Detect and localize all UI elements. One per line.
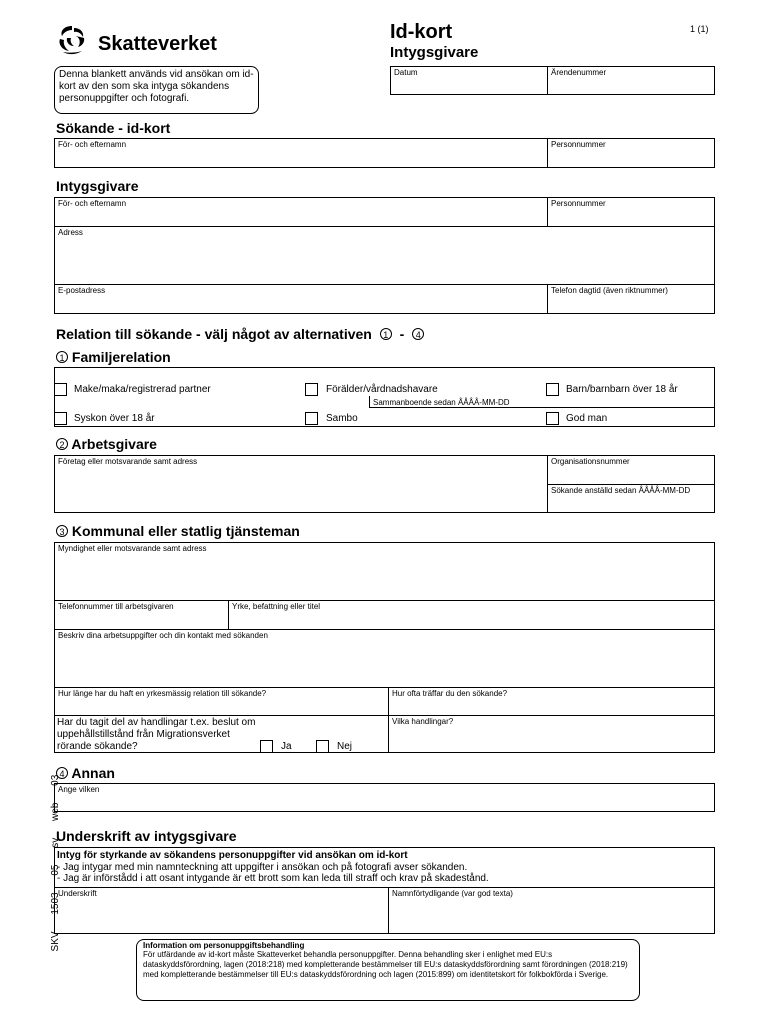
- tjansteman-describe-label: Beskriv dina arbetsuppgifter och din kontakt med sökanden: [58, 631, 268, 640]
- relation-heading: [56, 326, 424, 342]
- tjansteman-phone-label: Telefonnummer till arbetsgivaren: [58, 602, 174, 611]
- intygsgivare-heading: Intygsgivare: [56, 178, 139, 194]
- tjansteman-heading: [56, 523, 300, 539]
- circle-number: 4: [56, 767, 68, 779]
- arbetsgivare-heading: [56, 436, 157, 452]
- arbetsgivare-since-field[interactable]: [547, 484, 715, 513]
- sokande-heading: Sökande - id-kort: [56, 120, 171, 136]
- familj-heading: [56, 349, 171, 365]
- certificate-title: Intyg för styrkande av sökandens personuppgifter vid ansökan om id-kort: [57, 850, 408, 861]
- form-subtitle: Intygsgivare: [390, 44, 479, 61]
- tjansteman-describe-field[interactable]: [54, 629, 715, 688]
- tjansteman-which-docs-label: Vilka handlingar?: [392, 717, 454, 726]
- signature-label: Underskrift: [58, 889, 97, 898]
- arbetsgivare-company-label: Företag eller motsvarande samt adress: [58, 457, 198, 466]
- intygsgivare-pnr-field[interactable]: [547, 197, 715, 227]
- signature-field[interactable]: [54, 887, 389, 934]
- name-clarification-label: Namnförtydligande (var god texta): [392, 889, 513, 898]
- tjansteman-documents-question: Har du tagit del av handlingar t.ex. beslut om uppehållstillstånd från Migrationsverket rörande sökande?: [57, 717, 256, 752]
- page-number: 1 (1): [690, 24, 709, 34]
- info-box: [136, 939, 640, 1001]
- arbetsgivare-orgnr-field[interactable]: [547, 455, 715, 485]
- checkbox-syskon[interactable]: [54, 412, 67, 425]
- annan-specify-label: Ange vilken: [58, 785, 100, 794]
- option-god-man-label: God man: [566, 413, 608, 424]
- sokande-name-field[interactable]: [54, 138, 548, 168]
- arbetsgivare-heading-text: Arbetsgivare: [71, 436, 157, 452]
- name-clarification-field[interactable]: [388, 887, 715, 934]
- relation-dash: -: [399, 326, 405, 342]
- skatteverket-logo-icon: [54, 22, 90, 56]
- sokande-pnr-field[interactable]: [547, 138, 715, 168]
- sambo-since-label: Sammanboende sedan ÅÅÅÅ-MM-DD: [373, 398, 510, 407]
- tjansteman-duration-field[interactable]: [54, 687, 389, 716]
- option-foralder-label: Förälder/vårdnadshavare: [326, 384, 438, 395]
- tjansteman-heading-text: Kommunal eller statlig tjänsteman: [71, 523, 300, 539]
- checkbox-nej[interactable]: [316, 740, 329, 753]
- checkbox-god-man[interactable]: [546, 412, 559, 425]
- intro-text: Denna blankett används vid ansökan om id-kort av den som ska intyga sökandens personuppgifter och fotografi.: [59, 69, 254, 104]
- intro-box: [54, 66, 259, 114]
- tjansteman-documents-box: [54, 715, 389, 753]
- sambo-since-underline: [369, 407, 715, 408]
- option-barn-label: Barn/barnbarn över 18 år: [566, 384, 678, 395]
- intygsgivare-pnr-label: Personnummer: [551, 199, 606, 208]
- annan-heading: [56, 765, 115, 781]
- intygsgivare-name-label: För- och efternamn: [58, 199, 127, 208]
- familj-heading-text: Familjerelation: [71, 349, 171, 365]
- arendenummer-label: Ärendenummer: [551, 68, 607, 77]
- form-title: Id-kort: [390, 21, 453, 43]
- intygsgivare-name-field[interactable]: [54, 197, 548, 227]
- underskrift-heading: Underskrift av intygsgivare: [56, 828, 237, 844]
- intygsgivare-adress-label: Adress: [58, 228, 83, 237]
- tjansteman-authority-label: Myndighet eller motsvarande samt adress: [58, 544, 207, 553]
- skatteverket-logo: [54, 22, 234, 58]
- checkbox-sambo[interactable]: [305, 412, 318, 425]
- intygsgivare-email-field[interactable]: [54, 284, 548, 314]
- circle-number: 2: [56, 438, 68, 450]
- form-code: [38, 775, 62, 985]
- annan-heading-text: Annan: [71, 765, 115, 781]
- info-title: Information om personuppgiftsbehandling: [143, 941, 305, 950]
- tjansteman-frequency-label: Hur ofta träffar du den sökande?: [392, 689, 508, 698]
- intygsgivare-email-label: E-postadress: [58, 286, 106, 295]
- tjansteman-phone-field[interactable]: [54, 600, 229, 630]
- tjansteman-which-docs-field[interactable]: [388, 715, 715, 753]
- checkbox-ja[interactable]: [260, 740, 273, 753]
- tjansteman-authority-field[interactable]: [54, 542, 715, 601]
- annan-specify-field[interactable]: [54, 783, 715, 812]
- sokande-pnr-label: Personnummer: [551, 140, 606, 149]
- form-code-text: SKV 1503 05 sv web 03: [50, 774, 61, 952]
- option-sambo-label: Sambo: [326, 413, 358, 424]
- info-body: För utfärdande av id-kort måste Skatteverket behandla personuppgifter. Denna behandling sker i enlighet med EU:s dataskyddsförordning, lagen (2018:218) med kompletterande bestämmelser till EU:s dataskyddsförordning samt förordningen (2018:219) med kompletterande bestämmelser till EU:s dataskyddsförordning och lagen (2015:899) om identitetskort för folkbokförda i Sverige.: [143, 950, 628, 979]
- certificate-statement-2: - Jag är införstådd i att osant intygande är ett brott som kan leda till straff och krav på skadestånd.: [57, 873, 489, 884]
- datum-label: Datum: [394, 68, 418, 77]
- option-ja-label: Ja: [281, 741, 292, 752]
- tjansteman-duration-label: Hur länge har du haft en yrkesmässig relation till sökande?: [58, 689, 267, 698]
- option-syskon-label: Syskon över 18 år: [74, 413, 155, 424]
- checkbox-barn[interactable]: [546, 383, 559, 396]
- checkbox-foralder[interactable]: [305, 383, 318, 396]
- option-make-label: Make/maka/registrerad partner: [74, 384, 211, 395]
- checkbox-make[interactable]: [54, 383, 67, 396]
- arbetsgivare-orgnr-label: Organisationsnummer: [551, 457, 630, 466]
- intygsgivare-adress-field[interactable]: [54, 226, 715, 285]
- arendenummer-field[interactable]: [547, 66, 715, 95]
- sokande-name-label: För- och efternamn: [58, 140, 127, 149]
- circle-number: 1: [380, 328, 392, 340]
- circle-number: 1: [56, 351, 68, 363]
- logo-wordmark: Skatteverket: [98, 33, 217, 55]
- tjansteman-frequency-field[interactable]: [388, 687, 715, 716]
- certificate-statement-1: - Jag intygar med min namnteckning att uppgifter i ansökan och på fotografi avser sökanden.: [57, 862, 468, 873]
- tjansteman-title-field[interactable]: [228, 600, 715, 630]
- relation-heading-text: Relation till sökande - välj något av alternativen: [56, 326, 372, 342]
- datum-field[interactable]: [390, 66, 548, 95]
- tjansteman-title-label: Yrke, befattning eller titel: [232, 602, 321, 611]
- circle-number: 3: [56, 525, 68, 537]
- circle-number: 4: [412, 328, 424, 340]
- intygsgivare-phone-field[interactable]: [547, 284, 715, 314]
- arbetsgivare-since-label: Sökande anställd sedan ÅÅÅÅ-MM-DD: [551, 486, 691, 495]
- intygsgivare-phone-label: Telefon dagtid (även riktnummer): [551, 286, 668, 295]
- arbetsgivare-company-field[interactable]: [54, 455, 548, 513]
- option-nej-label: Nej: [337, 741, 353, 752]
- underskrift-certificate-box: [54, 847, 715, 888]
